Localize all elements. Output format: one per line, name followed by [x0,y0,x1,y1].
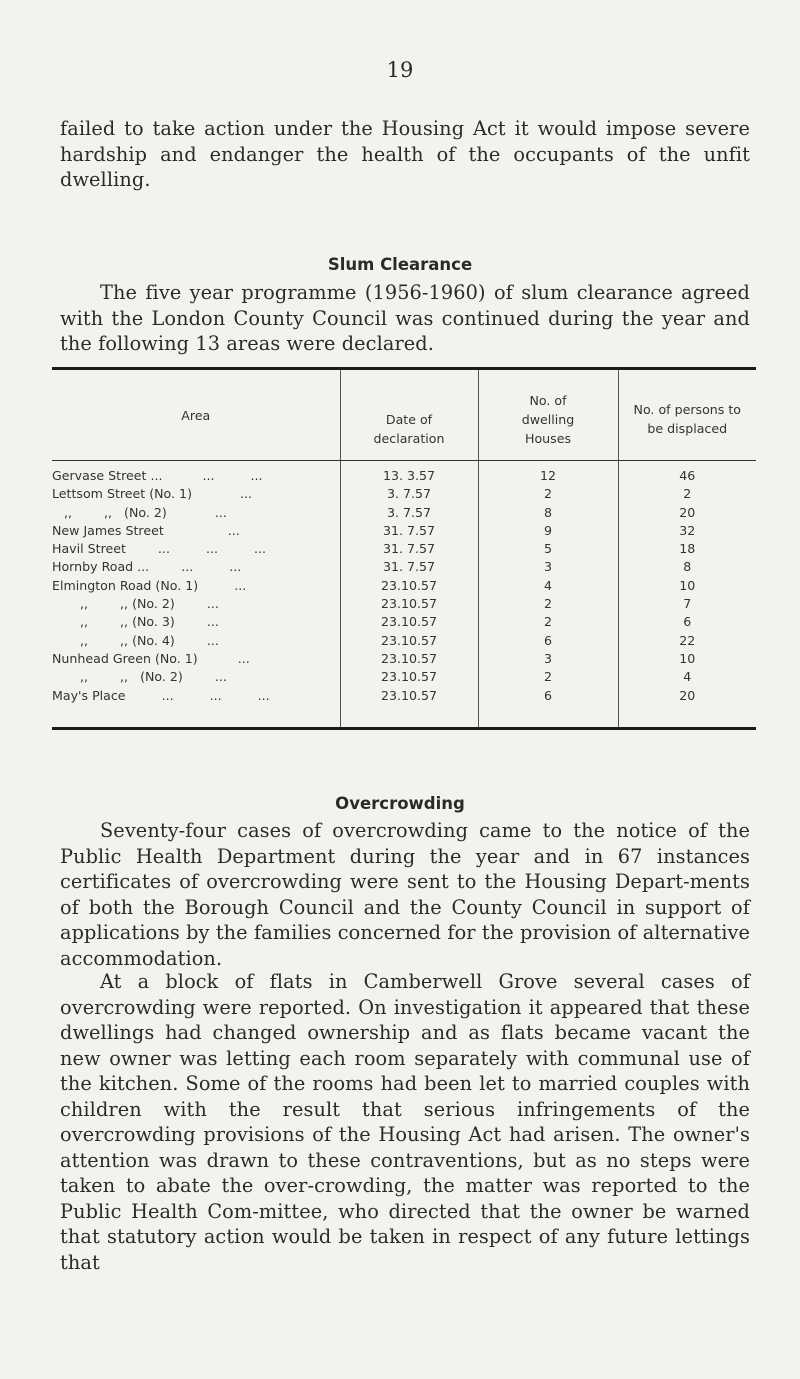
table-spacer-row [52,705,756,727]
header-area: Area [52,370,340,461]
heading-slum-clearance: Slum Clearance [327,255,473,274]
table-row: Lettsom Street (No. 1) ... 3. 7.57 2 2 [52,485,756,503]
paragraph-camberwell-grove: At a block of flats in Camberwell Grove several cases of overcrowding were reported. On investigation it appeared that these dwellings had changed ownership and as flats became vacant the new owner was letting each room separately with communal use of the kitchen. Some of the rooms had been let to married couples with children with the result that serious infringements of the overcrowding provisions of the Housing Act had arisen. The owner's attention was drawn to these contraventions, but as no steps were taken to abate the over-crowding, the matter was reported to the Public Health Com-mittee, who directed that the owner be warned that statutory action would be taken in respect of any future lettings that [60,970,750,1274]
paragraph-housing-act: failed to take action under the Housing Act it would impose severe hardship and endanger the health of the occupants of the unfit dwelling. [60,117,750,191]
header-date: Date of declaration [340,370,478,461]
page-number: 19 [386,58,414,82]
table-row: Hornby Road ... ... ... 31. 7.57 3 8 [52,558,756,576]
table-row: Havil Street ... ... ... 31. 7.57 5 18 [52,540,756,558]
table-row: May's Place ... ... ... 23.10.57 6 20 [52,687,756,705]
table-row: ,, ,, (No. 2) ... 3. 7.57 8 20 [52,504,756,522]
table-bottom-rule [52,727,756,730]
heading-overcrowding: Overcrowding [335,794,465,813]
table-row: ,, ,, (No. 2) ... 23.10.57 2 7 [52,595,756,613]
paragraph-slum-clearance: The five year programme (1956-1960) of slum clearance agreed with the London County Council was continued during the year and the following 13 areas were declared. [60,281,750,355]
table-row: Nunhead Green (No. 1) ... 23.10.57 3 10 [52,650,756,668]
table-row: ,, ,, (No. 2) ... 23.10.57 2 4 [52,668,756,686]
table-row: Gervase Street ... ... ... 13. 3.57 12 46 [52,461,756,486]
slum-clearance-table [52,367,756,730]
paragraph-overcrowding-cases: Seventy-four cases of overcrowding came to the notice of the Public Health Department during the year and in 67 instances certificates of overcrowding were sent to the Housing Depart-ments of both the Borough Council and the County Council in support of applications by the families concerned for the provision of alternative accommodation. [60,819,750,970]
table-row: New James Street ... 31. 7.57 9 32 [52,522,756,540]
table-row: Elmington Road (No. 1) ... 23.10.57 4 10 [52,577,756,595]
header-persons: No. of persons to be displaced [618,370,756,461]
table-row: ,, ,, (No. 4) ... 23.10.57 6 22 [52,632,756,650]
header-dwellings: No. of dwelling Houses [478,370,618,461]
table-row: ,, ,, (No. 3) ... 23.10.57 2 6 [52,613,756,631]
